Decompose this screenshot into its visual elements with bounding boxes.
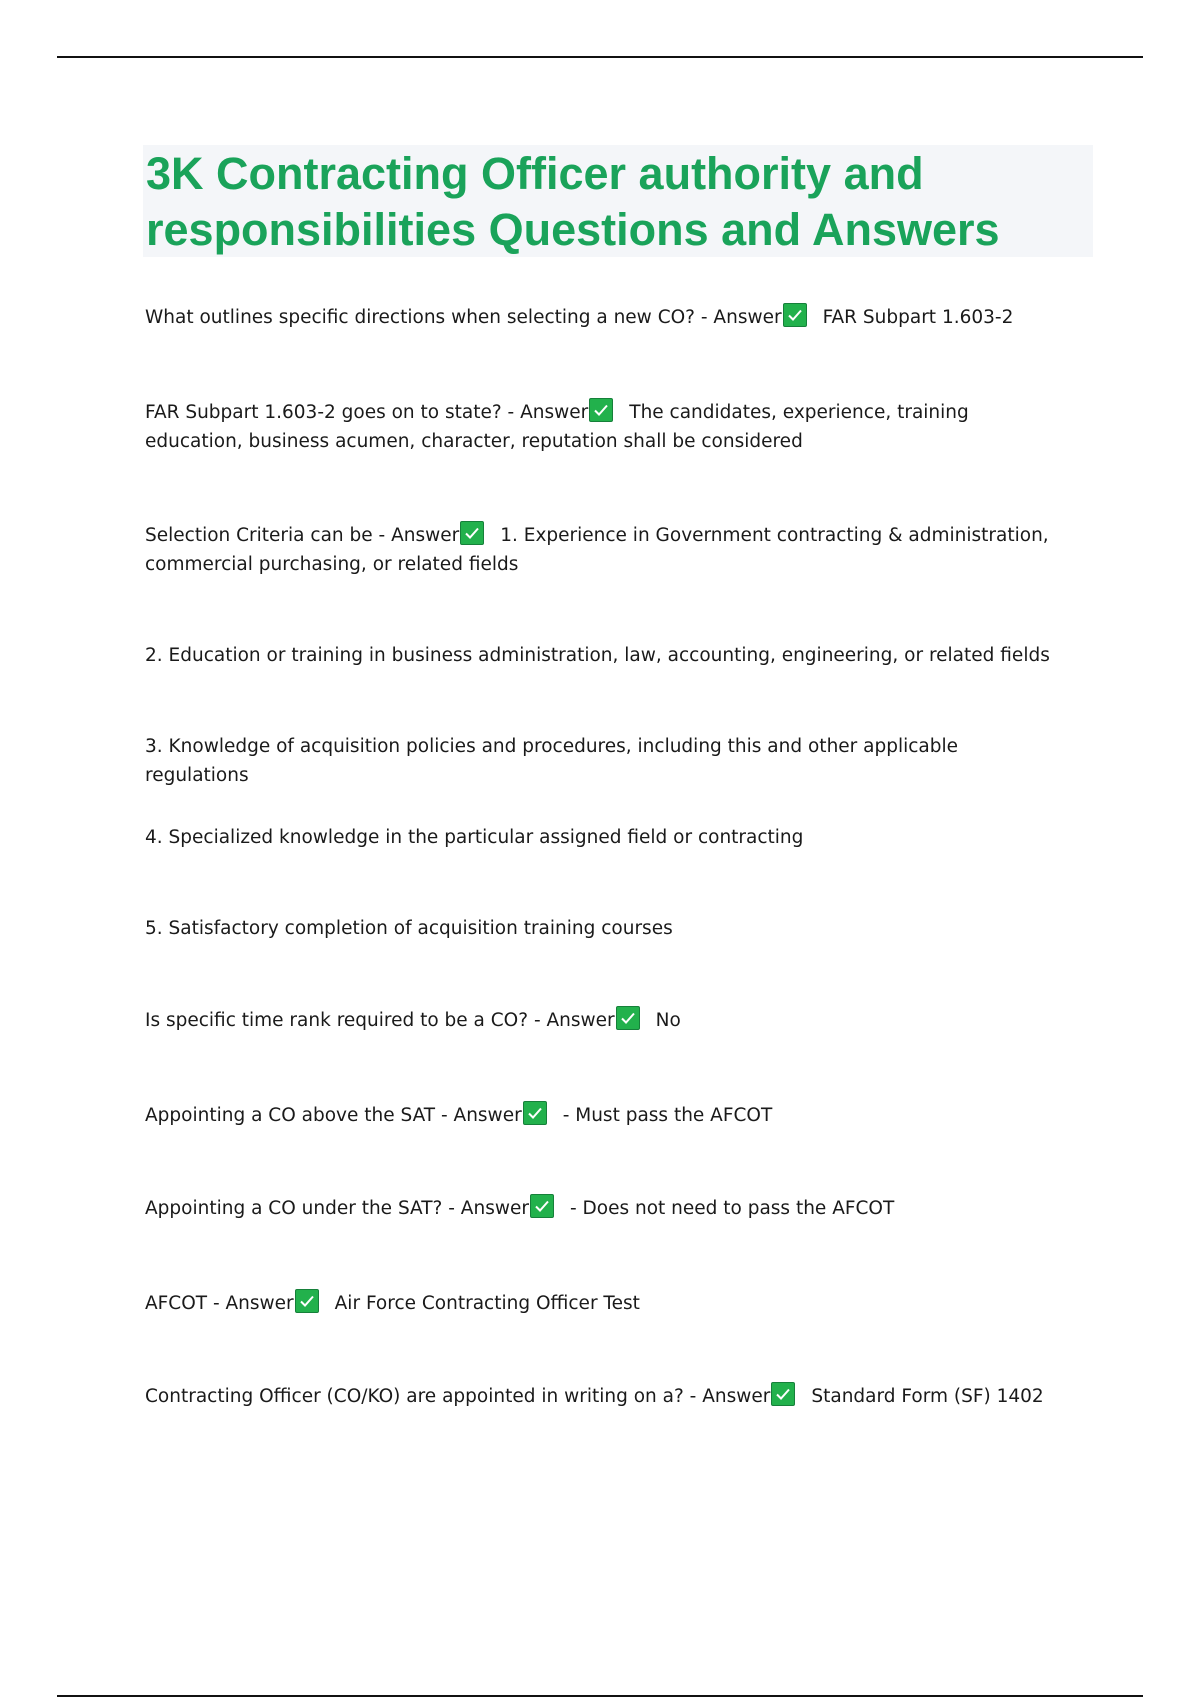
question-text: AFCOT - Answer	[145, 1293, 294, 1314]
qa-item-10	[145, 1194, 1065, 1223]
criteria-item-4: 4. Specialized knowledge in the particular assigned field or contracting	[145, 827, 804, 848]
check-box-icon	[295, 1289, 319, 1313]
check-box-icon	[523, 1101, 547, 1125]
question-text: Is specific time rank required to be a CO? - Answer	[145, 1010, 615, 1031]
qa-item-12	[145, 1382, 1065, 1411]
question-text: Appointing a CO above the SAT - Answer	[145, 1105, 522, 1126]
answer-text: Air Force Contracting Officer Test	[334, 1293, 640, 1314]
answer-text: No	[655, 1010, 681, 1031]
answer-text: FAR Subpart 1.603-2	[822, 307, 1014, 328]
document-title: 3K Contracting Officer authority and responsibilities Questions and Answers	[146, 148, 1000, 255]
check-box-icon	[589, 398, 613, 422]
qa-item-8	[145, 1006, 1065, 1035]
check-box-icon	[530, 1194, 554, 1218]
qa-item-11	[145, 1289, 1065, 1318]
question-text: FAR Subpart 1.603-2 goes on to state? - Answer	[145, 402, 589, 423]
question-text: Contracting Officer (CO/KO) are appointed in writing on a? - Answer	[145, 1386, 771, 1407]
qa-item-2	[145, 398, 1065, 456]
question-text: Appointing a CO under the SAT? - Answer	[145, 1198, 529, 1219]
check-box-icon	[783, 303, 807, 327]
check-box-icon	[616, 1006, 640, 1030]
qa-item-1	[145, 303, 1065, 332]
qa-item-3	[145, 521, 1065, 579]
check-box-icon	[771, 1382, 795, 1406]
answer-text: - Must pass the AFCOT	[562, 1105, 773, 1126]
criteria-item-5: 5. Satisfactory completion of acquisition training courses	[145, 918, 673, 939]
answer-text: The candidates, experience, training education, business acumen, character, reputation shall be considered	[145, 402, 969, 452]
footer-rule	[57, 1695, 1143, 1697]
question-text: What outlines specific directions when selecting a new CO? - Answer	[145, 307, 782, 328]
answer-text: Standard Form (SF) 1402	[811, 1386, 1044, 1407]
criteria-item-3: 3. Knowledge of acquisition policies and procedures, including this and other applicable regulations	[145, 736, 959, 786]
question-text: Selection Criteria can be - Answer	[145, 525, 460, 546]
qa-item-9	[145, 1101, 1065, 1130]
answer-text: - Does not need to pass the AFCOT	[569, 1198, 895, 1219]
check-box-icon	[460, 521, 484, 545]
header-rule	[57, 56, 1143, 58]
answer-text: 1. Experience in Government contracting & administration, commercial purchasing, or related fields	[145, 525, 1049, 575]
criteria-item-2: 2. Education or training in business administration, law, accounting, engineering, or related fields	[145, 645, 1050, 666]
